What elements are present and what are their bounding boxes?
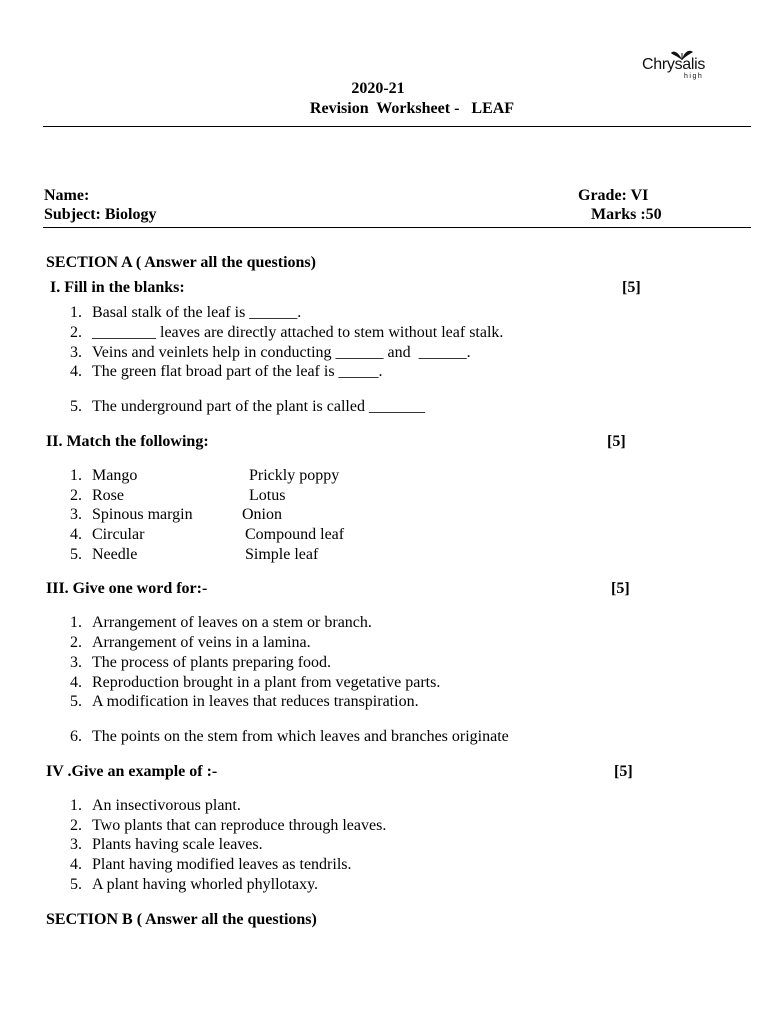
school-logo [640,48,720,82]
q4-marks: [5] [614,763,633,780]
name-label: Name: [44,187,90,204]
header-year: 2020-21 [351,80,405,97]
q1-marks: [5] [622,279,641,296]
section-a-title: SECTION A ( Answer all the questions) [46,254,316,271]
subject-label: Subject: Biology [44,206,157,223]
section-b-title: SECTION B ( Answer all the questions) [46,911,317,928]
header-divider [43,126,751,127]
marks-label: Marks :50 [591,206,662,223]
info-divider [43,227,751,228]
q3-title: III. Give one word for:- [46,580,208,597]
q4-title: IV .Give an example of :- [46,763,218,780]
logo-sub: high [684,73,704,80]
q2-title: II. Match the following: [46,433,209,450]
q2-marks: [5] [607,433,626,450]
grade-label: Grade: VI [578,187,649,204]
page-title: Revision Worksheet - LEAF [309,100,515,117]
logo-brand: Chrysalis [642,56,706,73]
q3-marks: [5] [611,580,630,597]
q1-title: I. Fill in the blanks: [50,279,185,296]
